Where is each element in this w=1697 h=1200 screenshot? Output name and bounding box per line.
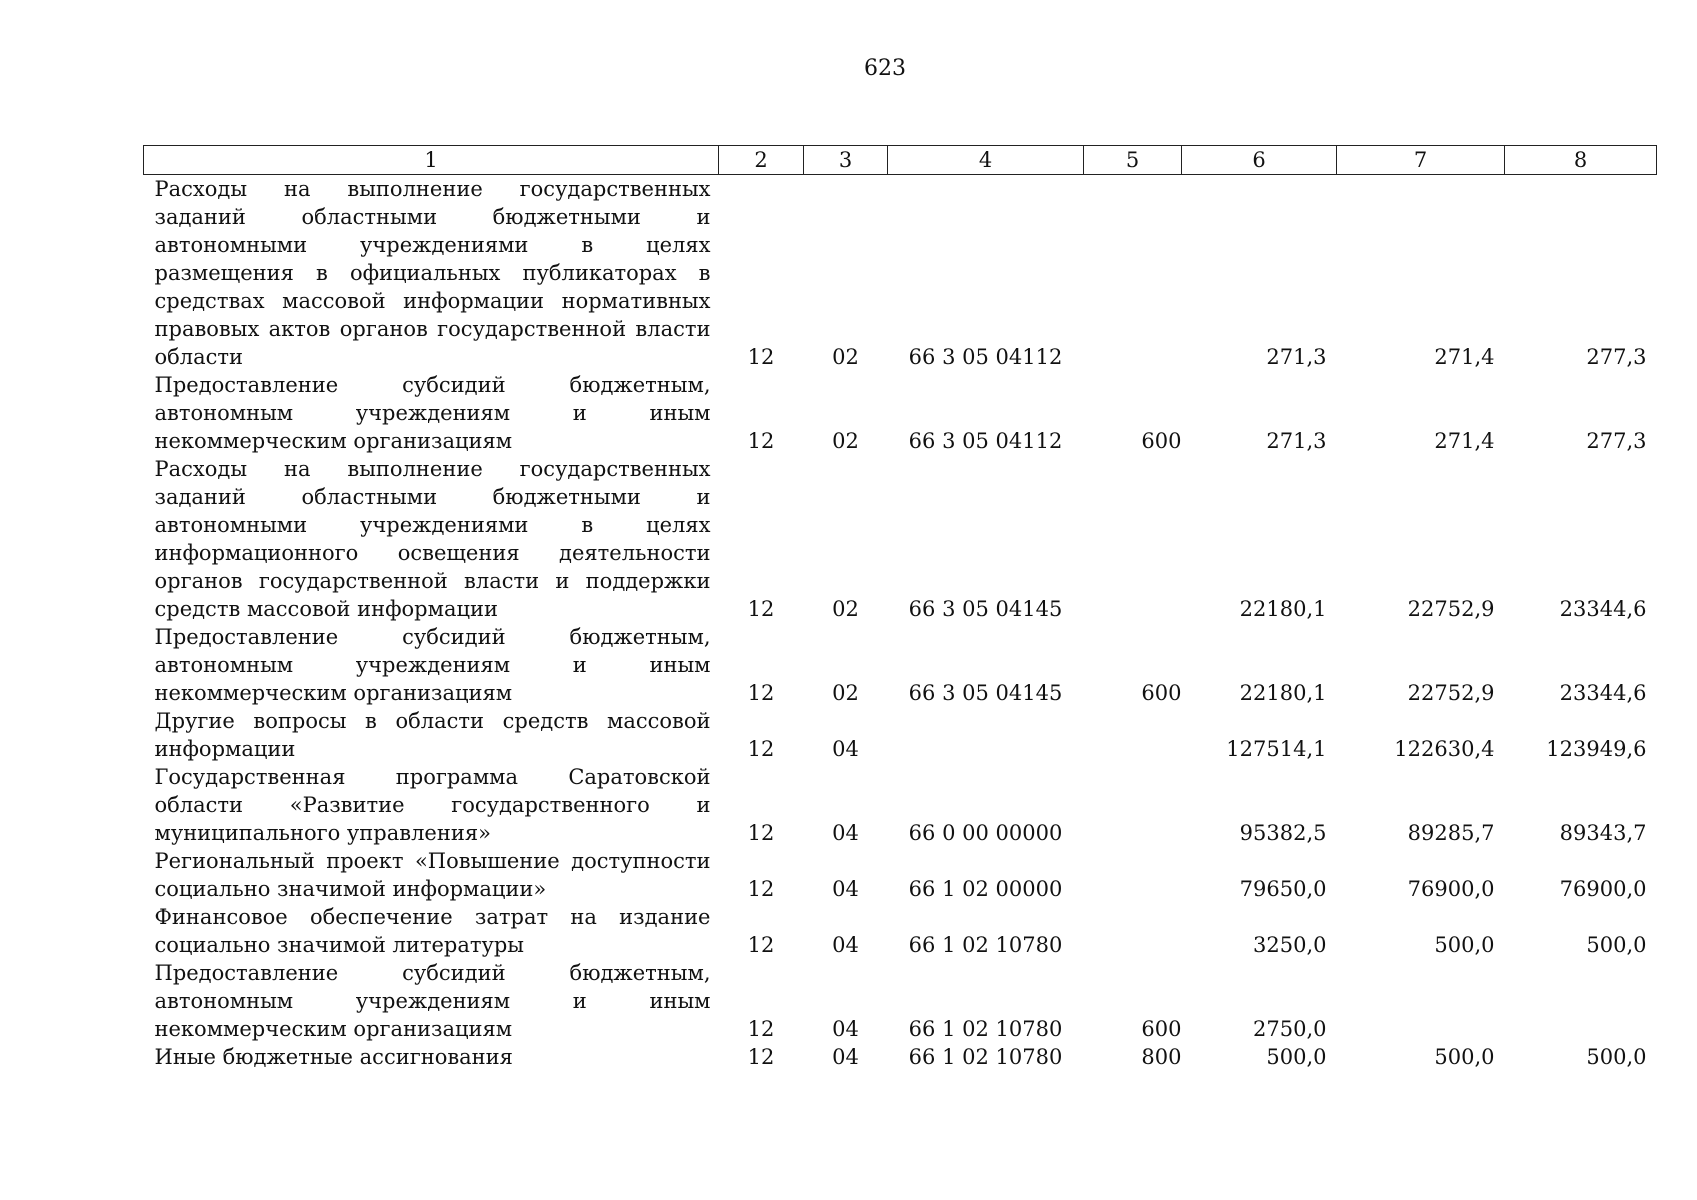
subsection-cell: 04 [832, 877, 859, 901]
description-cell: Предоставление субсидий бюджетным, автономным учреждениям и иным некоммерческим организациям [154, 961, 711, 1041]
target-code-cell: 66 3 05 04145 [908, 681, 1063, 705]
header-cell: 4 [888, 146, 1084, 175]
header-cell: 7 [1337, 146, 1505, 175]
description-cell: Иные бюджетные ассигнования [154, 1045, 513, 1069]
description-cell: Региональный проект «Повышение доступности социально значимой информации» [154, 849, 711, 901]
description-cell: Расходы на выполнение государственных заданий областными бюджетными и автономными учреждениями в целях информационного освещения деятельности органов государственной власти и поддержки средств массовой информации [154, 457, 711, 621]
amount-cell: 122630,4 [1394, 737, 1495, 761]
description-cell: Предоставление субсидий бюджетным, автономным учреждениям и иным некоммерческим организациям [154, 625, 711, 705]
header-cell: 8 [1505, 146, 1657, 175]
table-row [144, 371, 1657, 455]
description-cell: Другие вопросы в области средств массовой информации [154, 709, 711, 761]
section-cell: 12 [747, 821, 775, 845]
amount-cell: 500,0 [1434, 1045, 1495, 1069]
amount-cell [1505, 959, 1657, 1043]
table-row [144, 847, 1657, 903]
amount-cell [1337, 959, 1505, 1043]
section-cell: 12 [747, 681, 775, 705]
section-cell: 12 [747, 933, 775, 957]
section-cell: 12 [747, 345, 775, 369]
amount-cell: 89285,7 [1407, 821, 1495, 845]
target-code-cell: 66 1 02 00000 [908, 877, 1063, 901]
header-row [144, 146, 1657, 175]
header-cell: 1 [144, 146, 719, 175]
expense-type-cell [1084, 763, 1182, 847]
description-cell: Государственная программа Саратовской области «Развитие государственного и муниципального управления» [154, 765, 711, 845]
target-code-cell: 66 1 02 10780 [908, 1017, 1063, 1041]
subsection-cell: 02 [832, 681, 859, 705]
table-row [144, 903, 1657, 959]
budget-table [143, 145, 1657, 1071]
description-cell: Расходы на выполнение государственных заданий областными бюджетными и автономными учреждениями в целях размещения в официальных публикаторах в средствах массовой информации нормативных правовых актов органов государственной власти области [154, 177, 711, 369]
target-code-cell: 66 3 05 04112 [908, 345, 1063, 369]
amount-cell: 22180,1 [1239, 597, 1327, 621]
amount-cell: 2750,0 [1253, 1017, 1327, 1041]
target-code-cell: 66 3 05 04112 [908, 429, 1063, 453]
section-cell: 12 [747, 429, 775, 453]
subsection-cell: 04 [832, 737, 859, 761]
page-number: 623 [864, 56, 906, 81]
target-code-cell [888, 707, 1084, 763]
amount-cell: 271,3 [1266, 345, 1327, 369]
subsection-cell: 02 [832, 429, 859, 453]
expense-type-cell: 800 [1141, 1045, 1182, 1069]
description-cell: Финансовое обеспечение затрат на издание социально значимой литературы [154, 905, 711, 957]
amount-cell: 3250,0 [1253, 933, 1327, 957]
section-cell: 12 [747, 737, 775, 761]
table-row [144, 763, 1657, 847]
amount-cell: 127514,1 [1226, 737, 1327, 761]
header-cell: 5 [1084, 146, 1182, 175]
amount-cell: 95382,5 [1239, 821, 1327, 845]
amount-cell: 76900,0 [1559, 877, 1647, 901]
amount-cell: 271,4 [1434, 429, 1495, 453]
expense-type-cell [1084, 455, 1182, 623]
amount-cell: 277,3 [1586, 429, 1647, 453]
amount-cell: 271,4 [1434, 345, 1495, 369]
target-code-cell: 66 1 02 10780 [908, 933, 1063, 957]
amount-cell: 277,3 [1586, 345, 1647, 369]
header-cell: 6 [1182, 146, 1337, 175]
table-row [144, 1043, 1657, 1071]
amount-cell: 89343,7 [1559, 821, 1647, 845]
expense-type-cell [1084, 903, 1182, 959]
amount-cell: 79650,0 [1239, 877, 1327, 901]
amount-cell: 500,0 [1586, 933, 1647, 957]
expense-type-cell [1084, 707, 1182, 763]
target-code-cell: 66 1 02 10780 [908, 1045, 1063, 1069]
subsection-cell: 04 [832, 1017, 859, 1041]
expense-type-cell: 600 [1141, 429, 1182, 453]
section-cell: 12 [747, 877, 775, 901]
amount-cell: 123949,6 [1546, 737, 1647, 761]
table-row [144, 959, 1657, 1043]
table-row [144, 455, 1657, 623]
header-cell: 3 [804, 146, 888, 175]
subsection-cell: 02 [832, 597, 859, 621]
amount-cell: 22752,9 [1407, 681, 1495, 705]
expense-type-cell: 600 [1141, 681, 1182, 705]
amount-cell: 22752,9 [1407, 597, 1495, 621]
expense-type-cell: 600 [1141, 1017, 1182, 1041]
subsection-cell: 04 [832, 933, 859, 957]
table-row [144, 707, 1657, 763]
amount-cell: 500,0 [1266, 1045, 1327, 1069]
amount-cell: 271,3 [1266, 429, 1327, 453]
target-code-cell: 66 0 00 00000 [908, 821, 1063, 845]
amount-cell: 22180,1 [1239, 681, 1327, 705]
amount-cell: 76900,0 [1407, 877, 1495, 901]
table-body [144, 175, 1657, 1072]
amount-cell: 23344,6 [1559, 681, 1647, 705]
target-code-cell: 66 3 05 04145 [908, 597, 1063, 621]
section-cell: 12 [747, 1017, 775, 1041]
expense-type-cell [1084, 847, 1182, 903]
section-cell: 12 [747, 597, 775, 621]
table-row [144, 623, 1657, 707]
amount-cell: 23344,6 [1559, 597, 1647, 621]
subsection-cell: 04 [832, 821, 859, 845]
header-cell: 2 [719, 146, 804, 175]
table-row [144, 175, 1657, 372]
expense-type-cell [1084, 175, 1182, 372]
subsection-cell: 04 [832, 1045, 859, 1069]
subsection-cell: 02 [832, 345, 859, 369]
description-cell: Предоставление субсидий бюджетным, автономным учреждениям и иным некоммерческим организациям [154, 373, 711, 453]
amount-cell: 500,0 [1586, 1045, 1647, 1069]
amount-cell: 500,0 [1434, 933, 1495, 957]
section-cell: 12 [747, 1045, 775, 1069]
